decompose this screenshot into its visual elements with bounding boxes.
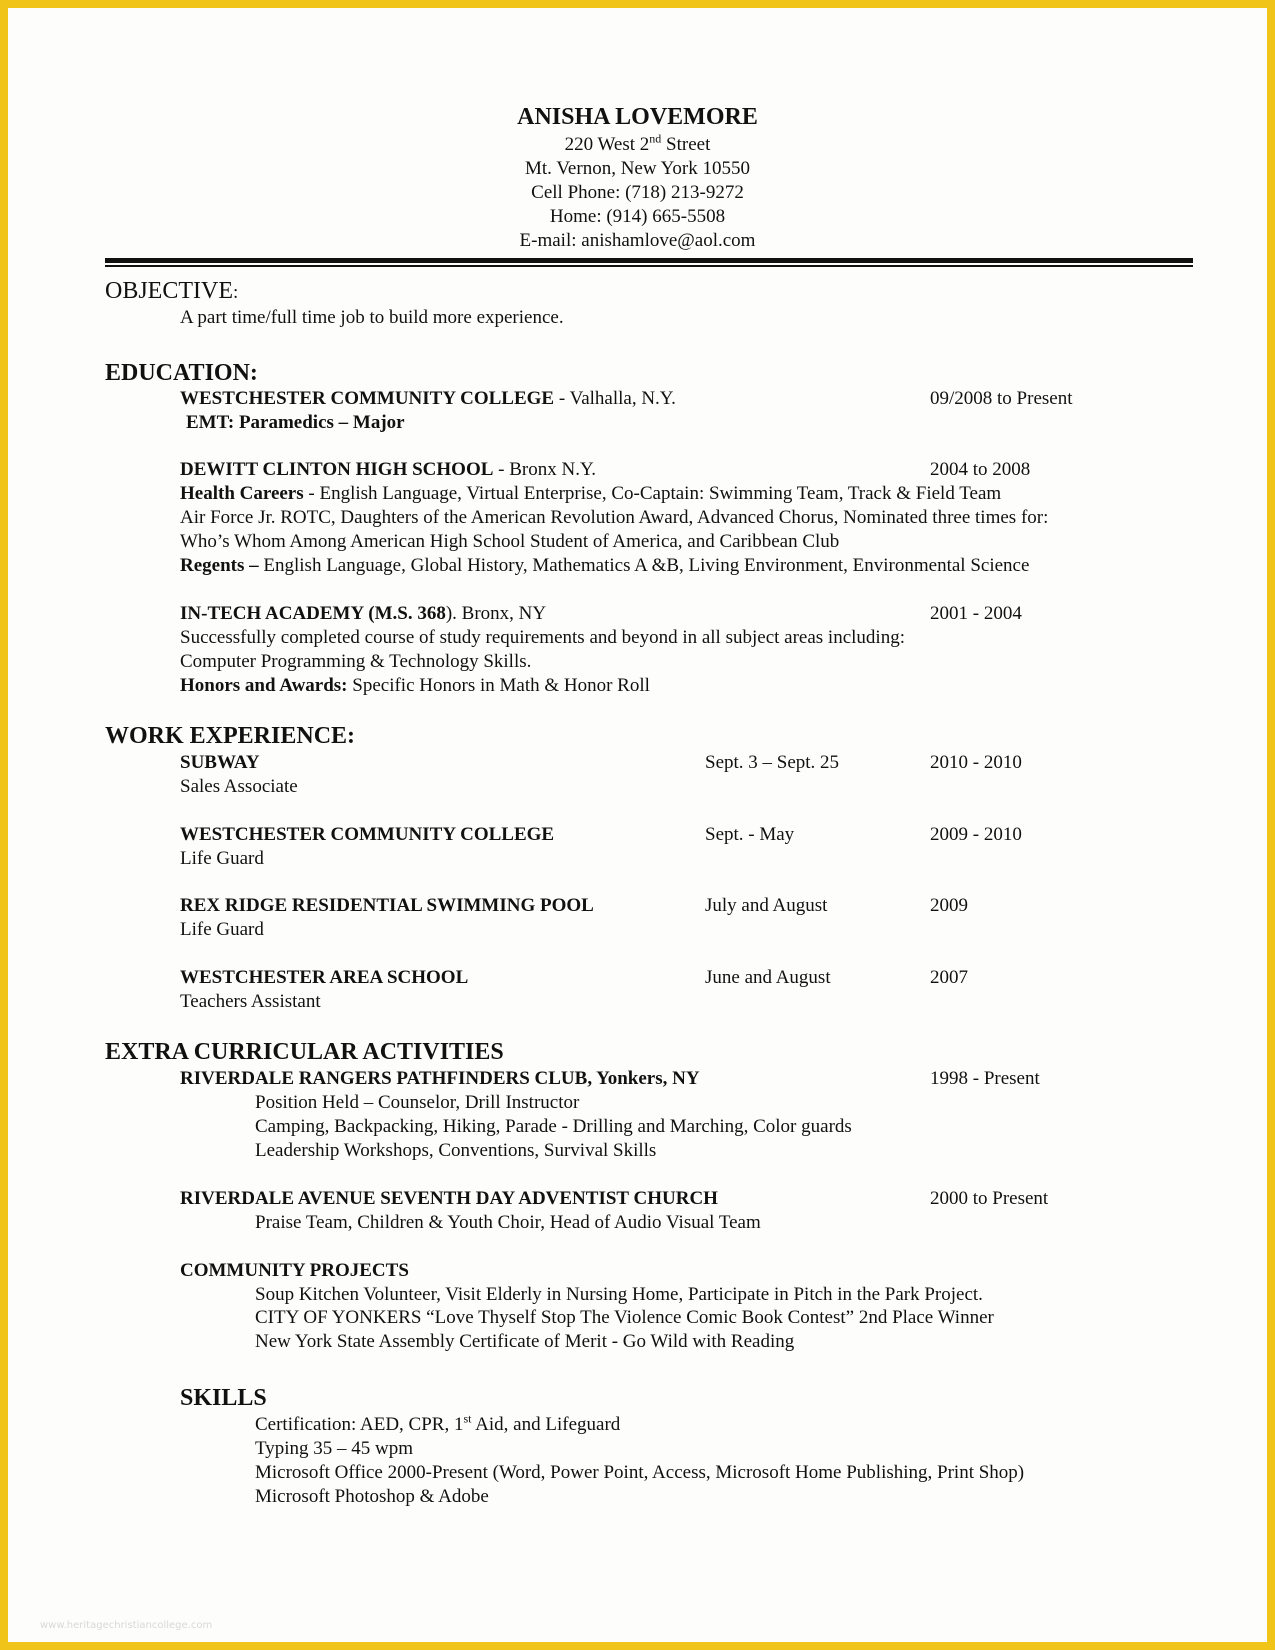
dewitt-line-1: Health Careers - English Language, Virtual Enterprise, Co-Captain: Swimming Team, Track & Field Team — [180, 483, 1002, 504]
header-rule-thick — [105, 258, 1193, 263]
home-phone: Home: (914) 665-5508 — [549, 206, 726, 227]
address-line: 220 West 2nd Street — [564, 131, 711, 155]
community-line-1: Soup Kitchen Volunteer, Visit Elderly in Nursing Home, Participate in Pitch in the Park Project. — [255, 1284, 983, 1305]
education-heading: EDUCATION: — [105, 360, 258, 386]
job-role: Life Guard — [180, 848, 264, 869]
job-period: July and August — [705, 895, 828, 916]
church-line-1: Praise Team, Children & Youth Choir, Head of Audio Visual Team — [255, 1212, 761, 1233]
dewitt-line-3: Who’s Whom Among American High School Student of America, and Caribbean Club — [180, 531, 840, 552]
community-line-3: New York State Assembly Certificate of Merit - Go Wild with Reading — [255, 1331, 795, 1352]
intech-school: IN-TECH ACADEMY (M.S. 368). Bronx, NY — [180, 603, 547, 624]
header-rule-thin — [105, 265, 1193, 267]
skills-line-3: Microsoft Office 2000-Present (Word, Power Point, Access, Microsoft Home Publishing, Print Shop) — [255, 1462, 1025, 1483]
applicant-name: ANISHA LOVEMORE — [517, 104, 758, 130]
rangers-line-2: Camping, Backpacking, Hiking, Parade - Drilling and Marching, Color guards — [255, 1116, 852, 1137]
cell-phone: Cell Phone: (718) 213-9272 — [531, 182, 744, 203]
intech-line-1: Successfully completed course of study requirements and beyond in all subject areas including: — [180, 627, 905, 648]
wcc-major: EMT: Paramedics – Major — [186, 412, 405, 433]
job-employer: SUBWAY — [180, 752, 260, 773]
wcc-school: WESTCHESTER COMMUNITY COLLEGE - Valhalla, N.Y. — [180, 388, 676, 409]
job-role: Teachers Assistant — [180, 991, 321, 1012]
skills-line-2: Typing 35 – 45 wpm — [255, 1438, 414, 1459]
intech-line-3: Honors and Awards: Specific Honors in Math & Honor Roll — [180, 675, 650, 696]
intech-dates: 2001 - 2004 — [930, 603, 1022, 624]
dewitt-dates: 2004 to 2008 — [930, 459, 1031, 480]
job-years: 2010 - 2010 — [930, 752, 1022, 773]
email: E-mail: anishamlove@aol.com — [519, 230, 756, 251]
rangers-line-1: Position Held – Counselor, Drill Instructor — [255, 1092, 580, 1113]
job-role: Sales Associate — [180, 776, 298, 797]
job-employer: WESTCHESTER AREA SCHOOL — [180, 967, 469, 988]
objective-text: A part time/full time job to build more experience. — [180, 307, 564, 328]
skills-heading: SKILLS — [180, 1385, 267, 1411]
dewitt-line-4: Regents – English Language, Global History, Mathematics A &B, Living Environment, Environmental Science — [180, 555, 1030, 576]
job-employer: REX RIDGE RESIDENTIAL SWIMMING POOL — [180, 895, 594, 916]
job-period: Sept. - May — [705, 824, 795, 845]
rangers-dates: 1998 - Present — [930, 1068, 1040, 1089]
community-line-2: CITY OF YONKERS “Love Thyself Stop The Violence Comic Book Contest” 2nd Place Winner — [255, 1307, 994, 1328]
intech-line-2: Computer Programming & Technology Skills. — [180, 651, 532, 672]
job-role: Life Guard — [180, 919, 264, 940]
church-name: RIVERDALE AVENUE SEVENTH DAY ADVENTIST CHURCH — [180, 1188, 718, 1209]
church-dates: 2000 to Present — [930, 1188, 1049, 1209]
rangers-line-3: Leadership Workshops, Conventions, Survival Skills — [255, 1140, 657, 1161]
skills-line-1: Certification: AED, CPR, 1st Aid, and Lifeguard — [255, 1411, 621, 1435]
dewitt-school: DEWITT CLINTON HIGH SCHOOL - Bronx N.Y. — [180, 459, 596, 480]
job-period: Sept. 3 – Sept. 25 — [705, 752, 840, 773]
job-years: 2009 - 2010 — [930, 824, 1022, 845]
job-employer: WESTCHESTER COMMUNITY COLLEGE — [180, 824, 555, 845]
objective-heading: OBJECTIVE: — [105, 278, 239, 304]
city-line: Mt. Vernon, New York 10550 — [524, 158, 751, 179]
work-heading: WORK EXPERIENCE: — [105, 723, 356, 749]
dewitt-line-2: Air Force Jr. ROTC, Daughters of the American Revolution Award, Advanced Chorus, Nominated three times for: — [180, 507, 1049, 528]
rangers-name: RIVERDALE RANGERS PATHFINDERS CLUB, Yonkers, NY — [180, 1068, 700, 1089]
watermark: www.heritagechristiancollege.com — [40, 1620, 213, 1631]
skills-line-4: Microsoft Photoshop & Adobe — [255, 1486, 489, 1507]
job-period: June and August — [705, 967, 831, 988]
extra-heading: EXTRA CURRICULAR ACTIVITIES — [105, 1039, 504, 1065]
job-years: 2007 — [930, 967, 968, 988]
community-heading: COMMUNITY PROJECTS — [180, 1260, 409, 1281]
wcc-dates: 09/2008 to Present — [930, 388, 1073, 409]
job-years: 2009 — [930, 895, 968, 916]
